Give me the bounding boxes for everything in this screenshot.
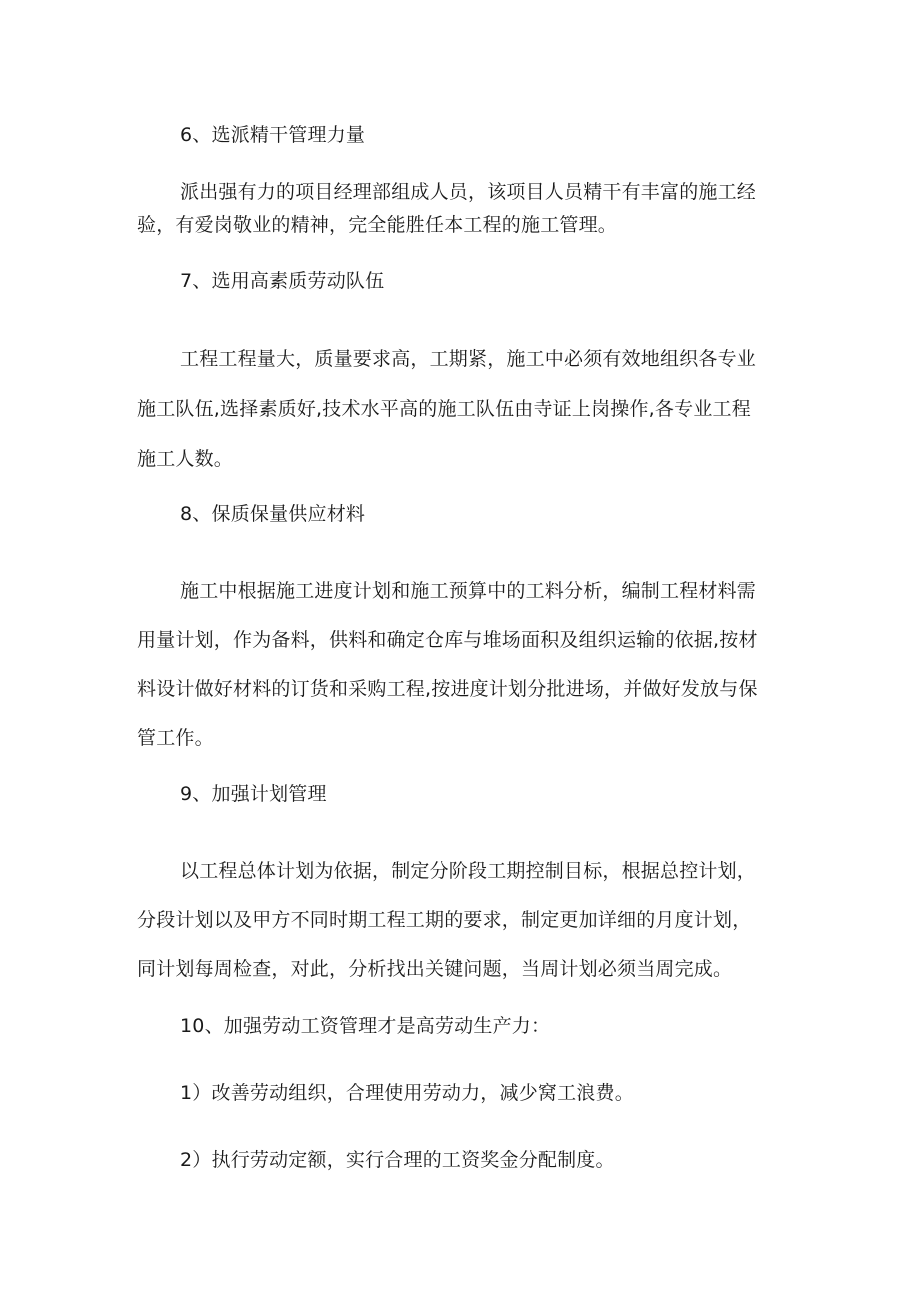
section-6-heading: 6、选派精干管理力量 <box>180 124 366 146</box>
section-9-paragraph-line-3: 同计划每周检查，对此，分析找出关键问题，当周计划必须当周完成。 <box>137 958 733 980</box>
section-6-paragraph-line-2: 验，有爱岗敬业的精神，完全能胜任本工程的施工管理。 <box>137 214 618 236</box>
section-9-paragraph-line-2: 分段计划以及甲方不同时期工程工期的要求，制定更加详细的月度计划， <box>137 909 752 931</box>
section-7-paragraph-line-1: 工程工程量大，质量要求高，工期紧，施工中必须有效地组织各专业 <box>180 348 757 370</box>
section-10-item-2: 2）执行劳动定额，实行合理的工资奖金分配制度。 <box>180 1149 615 1171</box>
section-10-heading: 10、加强劳动工资管理才是高劳动生产力： <box>180 1015 551 1037</box>
section-9-heading: 9、加强计划管理 <box>180 783 327 805</box>
section-10-item-1: 1）改善劳动组织，合理使用劳动力，减少窝工浪费。 <box>180 1082 634 1104</box>
section-6-paragraph-line-1: 派出强有力的项目经理部组成人员，该项目人员精干有丰富的施工经 <box>180 181 757 203</box>
section-8-heading: 8、保质保量供应材料 <box>180 503 366 525</box>
section-8-paragraph-line-3: 料设计做好材料的订货和采购工程,按进度计划分批进场，并做好发放与保 <box>137 678 758 700</box>
section-7-paragraph-line-3: 施工人数。 <box>137 448 234 470</box>
section-8-paragraph-line-4: 管工作。 <box>137 727 214 749</box>
section-8-paragraph-line-1: 施工中根据施工进度计划和施工预算中的工料分析，编制工程材料需 <box>180 580 757 602</box>
section-8-paragraph-line-2: 用量计划，作为备料，供料和确定仓库与堆场面积及组织运输的依据,按材 <box>137 629 758 651</box>
section-7-heading: 7、选用高素质劳动队伍 <box>180 270 385 292</box>
section-9-paragraph-line-1: 以工程总体计划为依据，制定分阶段工期控制目标，根据总控计划， <box>180 860 757 882</box>
section-7-paragraph-line-2: 施工队伍,选择素质好,技术水平高的施工队伍由寺证上岗操作,各专业工程 <box>137 398 751 420</box>
